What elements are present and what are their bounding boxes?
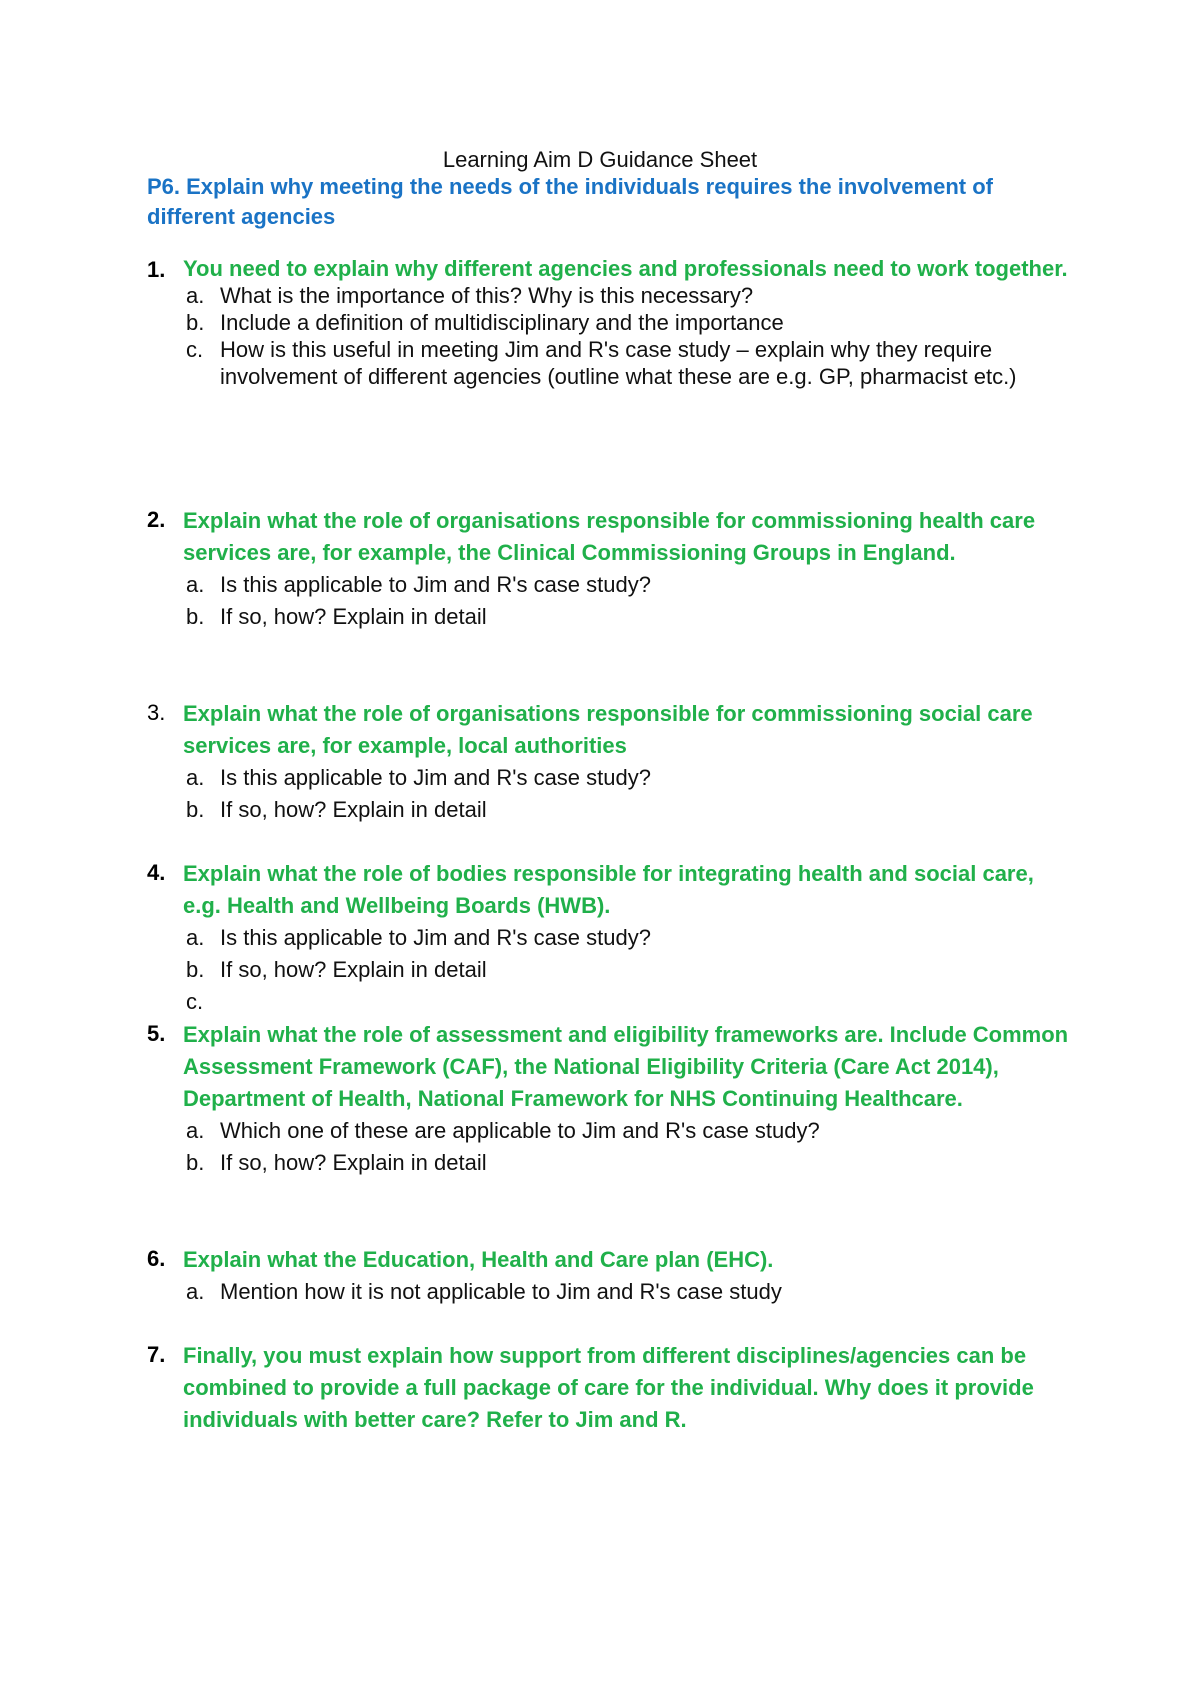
list-item-3 — [147, 698, 1072, 826]
sub-item-letter: a. — [186, 925, 205, 950]
sub-item — [186, 954, 1072, 986]
sub-item-text: If so, how? Explain in detail — [220, 1150, 487, 1175]
sub-item-letter: a. — [186, 765, 205, 790]
sub-item-text: If so, how? Explain in detail — [220, 604, 487, 629]
sub-item-letter: c. — [186, 337, 204, 362]
sub-item-text: Is this applicable to Jim and R's case study? — [220, 765, 651, 790]
sub-item-text: Include a definition of multidisciplinary and the importance — [220, 310, 784, 335]
item-heading: Explain what the role of assessment and eligibility frameworks are. Include Common Assessment Framework (CAF), the National Eligibility Criteria (Care Act 2014), Department of Health, National Framework for NHS Continuing Healthcare. — [183, 1022, 1069, 1111]
list-item-1 — [147, 255, 1072, 390]
sub-item-text: If so, how? Explain in detail — [220, 957, 487, 982]
document-title: Learning Aim D Guidance Sheet — [442, 147, 758, 172]
sub-item — [186, 282, 1072, 309]
sub-item-letter: b. — [186, 310, 205, 335]
sub-item-text: If so, how? Explain in detail — [220, 797, 487, 822]
sub-item-letter: b. — [186, 604, 205, 629]
sub-item-letter: b. — [186, 957, 205, 982]
item-heading: Explain what the role of bodies responsible for integrating health and social care, e.g. Health and Wellbeing Boards (HWB). — [183, 861, 1034, 918]
sub-item — [186, 794, 1072, 826]
sub-item-text: Is this applicable to Jim and R's case study? — [220, 925, 651, 950]
sub-item-letter: b. — [186, 797, 205, 822]
sub-item-letter: a. — [186, 572, 205, 597]
list-item-7 — [147, 1340, 1072, 1436]
item-number: 7. — [147, 1342, 166, 1367]
list-item-4 — [147, 858, 1072, 1018]
sub-item-text: Is this applicable to Jim and R's case study? — [220, 572, 651, 597]
sub-item — [186, 986, 1072, 1018]
item-number: 1. — [147, 257, 166, 282]
item-number: 5. — [147, 1021, 166, 1046]
sub-item — [186, 1276, 1072, 1308]
sub-item-text: What is the importance of this? Why is this necessary? — [220, 283, 754, 308]
sub-item-letter: a. — [186, 283, 205, 308]
item-heading: Explain what the role of organisations responsible for commissioning social care services are, for example, local authorities — [183, 701, 1033, 758]
item-number: 3. — [147, 700, 166, 725]
sub-item — [186, 336, 1072, 390]
item-heading: Explain what the role of organisations responsible for commissioning health care services are, for example, the Clinical Commissioning Groups in England. — [183, 508, 1036, 565]
item-number: 6. — [147, 1246, 166, 1271]
sub-item-letter: a. — [186, 1118, 205, 1143]
sub-item-text: Which one of these are applicable to Jim and R's case study? — [220, 1118, 820, 1143]
task-heading: P6. Explain why meeting the needs of the individuals requires the involvement of different agencies — [147, 174, 993, 229]
list-item-6 — [147, 1244, 1072, 1308]
item-number: 4. — [147, 860, 166, 885]
sub-item-letter: a. — [186, 1279, 205, 1304]
sub-item — [186, 309, 1072, 336]
sub-item — [186, 1115, 1072, 1147]
sub-item-text: Mention how it is not applicable to Jim and R's case study — [220, 1279, 782, 1304]
item-number: 2. — [147, 507, 166, 532]
sub-item-text: How is this useful in meeting Jim and R's case study – explain why they require involvement of different agencies (outline what these are e.g. GP, pharmacist etc.) — [220, 337, 1017, 389]
sub-item — [186, 922, 1072, 954]
sub-item — [186, 569, 1072, 601]
item-heading: You need to explain why different agencies and professionals need to work together. — [183, 256, 1068, 281]
sub-item-letter: b. — [186, 1150, 205, 1175]
item-heading: Finally, you must explain how support from different disciplines/agencies can be combined to provide a full package of care for the individual. Why does it provide individuals with better care? Refer to Jim and R. — [183, 1343, 1034, 1432]
sub-item — [186, 1147, 1072, 1179]
sub-item-letter: c. — [186, 989, 204, 1014]
list-item-2 — [147, 505, 1072, 633]
list-item-5 — [147, 1019, 1072, 1179]
sub-item — [186, 762, 1072, 794]
sub-item — [186, 601, 1072, 633]
item-heading: Explain what the Education, Health and Care plan (EHC). — [183, 1247, 774, 1272]
